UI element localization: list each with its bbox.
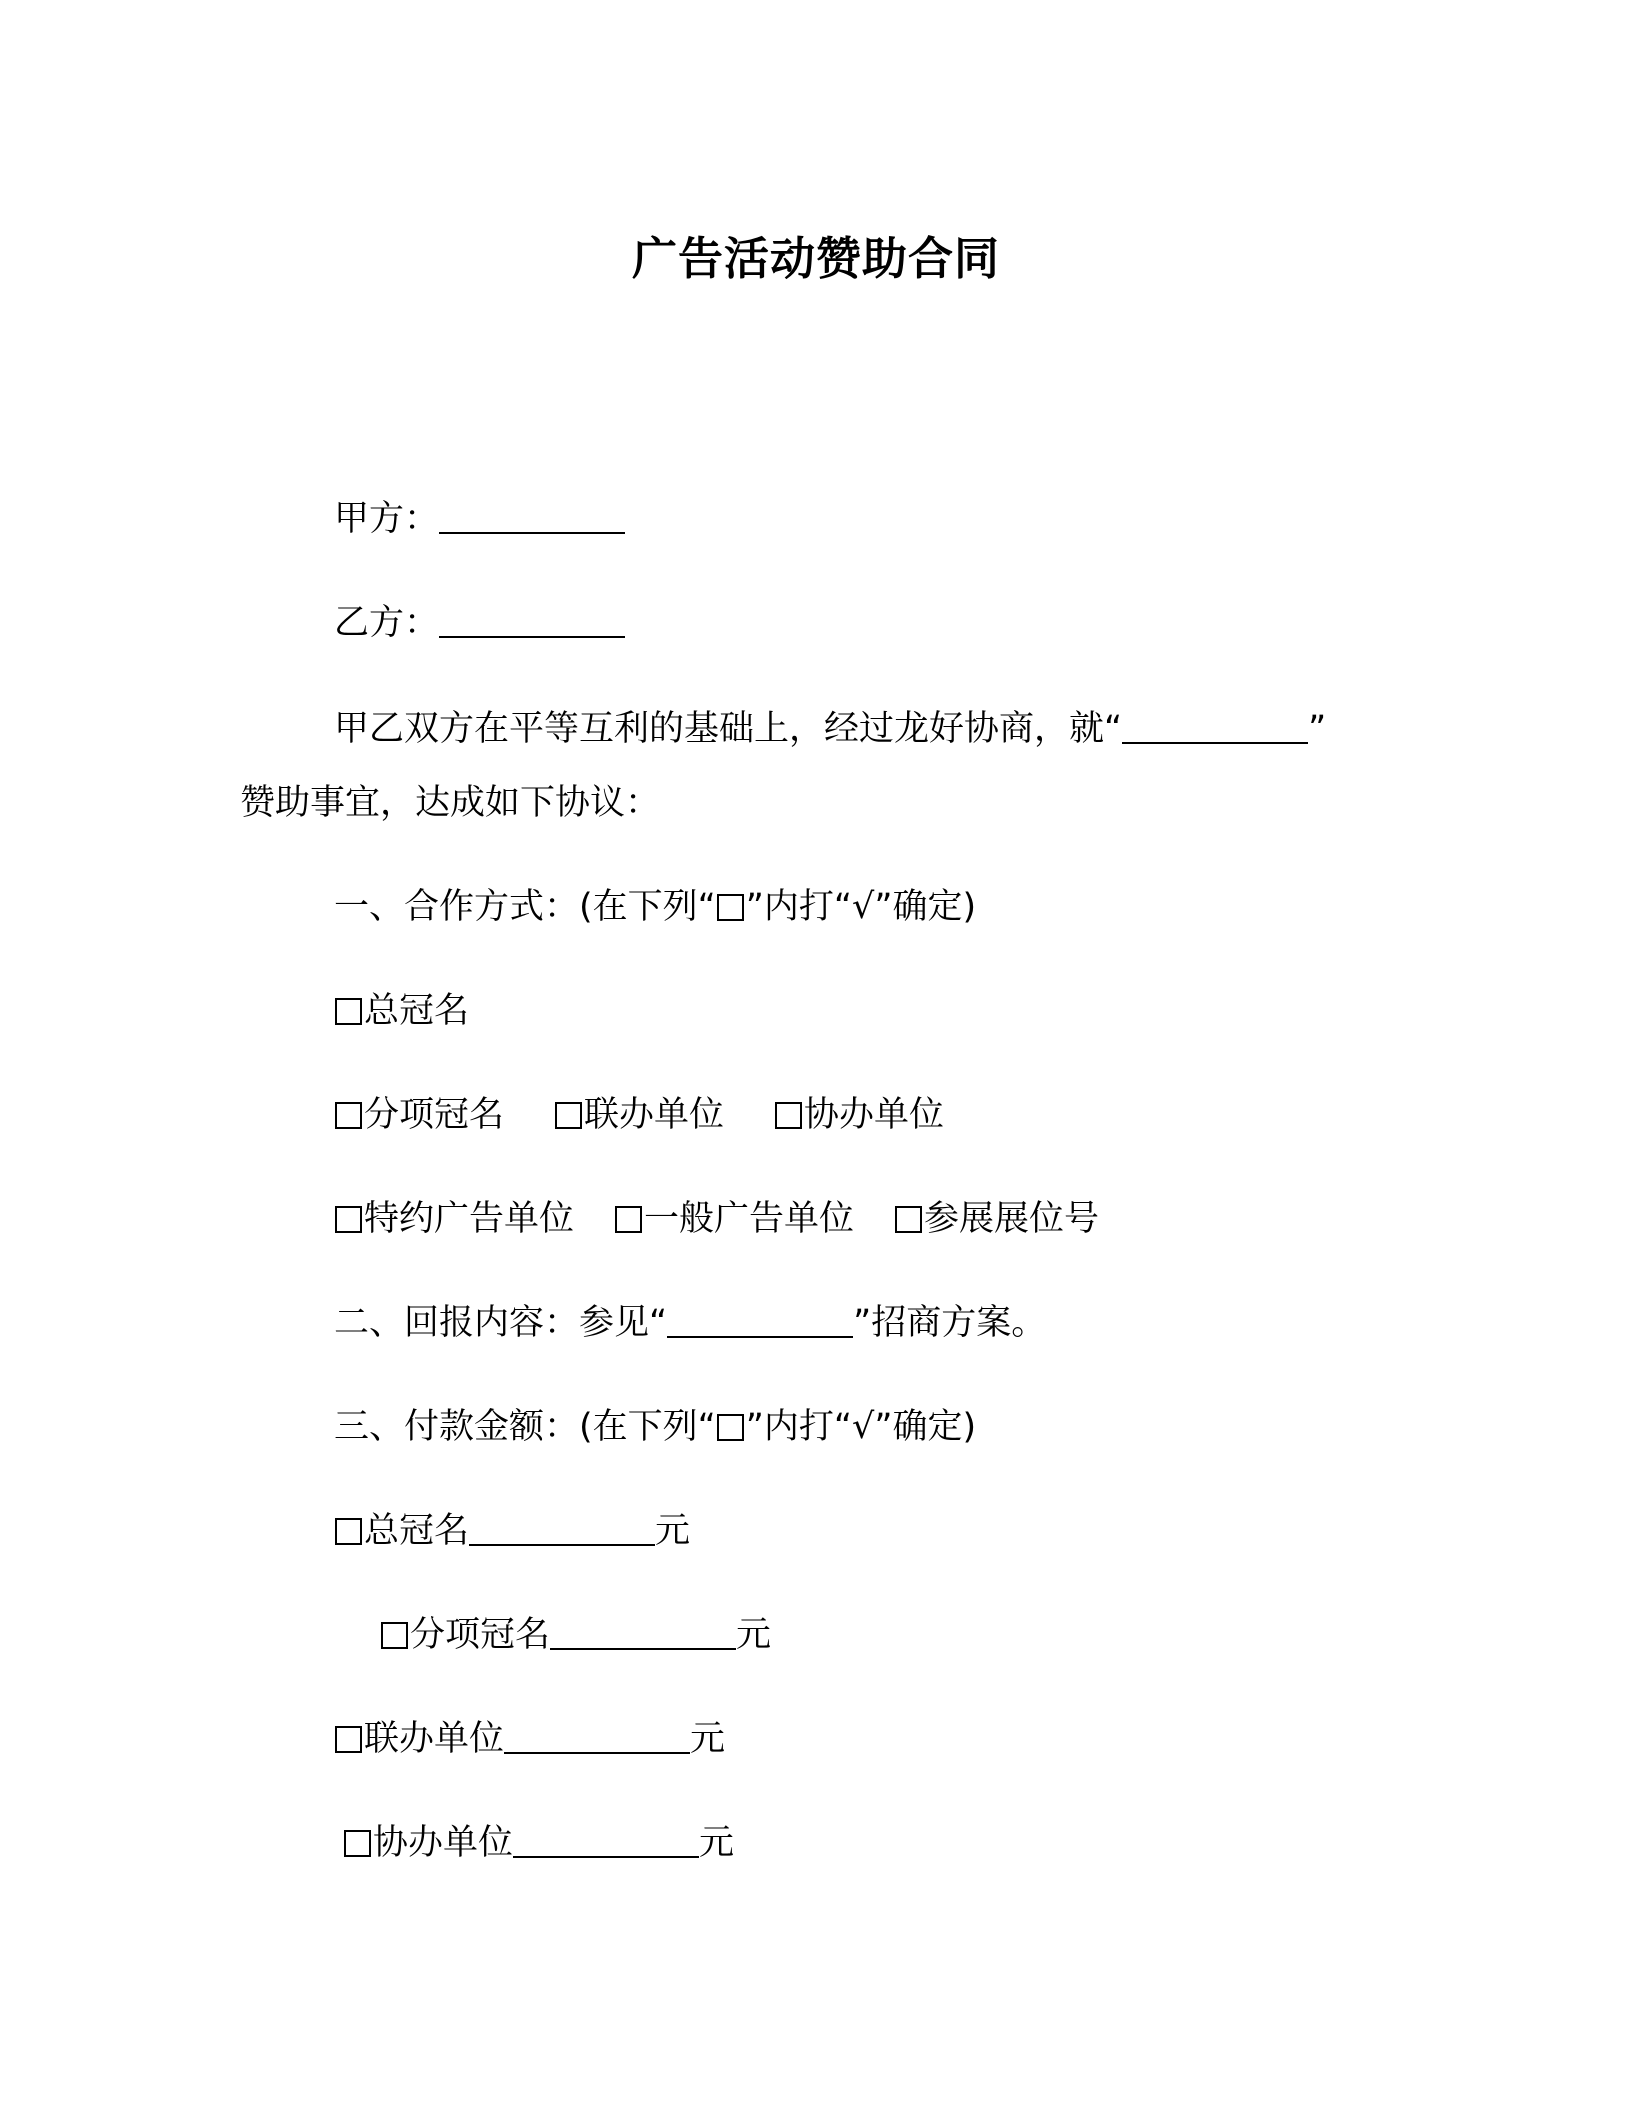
option-label: 总冠名: [364, 991, 470, 1031]
option-label: 一般广告单位: [644, 1199, 855, 1239]
project-name-blank[interactable]: [1122, 712, 1308, 744]
checkbox-title-sponsor[interactable]: [335, 998, 362, 1025]
document-title: 广告活动赞助合同: [631, 232, 1000, 285]
payment-item: [334, 1509, 690, 1553]
checkbox-sample-icon: [717, 1414, 744, 1441]
checkbox-assisting-organizer[interactable]: [775, 1102, 802, 1129]
section1-heading-b: ”内打“√”确定): [745, 887, 977, 927]
payment-unit: 元: [690, 1719, 726, 1759]
party-a-line: [334, 497, 625, 541]
section2-heading: [334, 1301, 1046, 1345]
option-label: 联办单位: [584, 1095, 725, 1135]
checkbox-general-advertiser[interactable]: [615, 1206, 642, 1233]
intro-line-1: [334, 707, 1326, 751]
payment-unit: 元: [736, 1615, 772, 1655]
amount-blank[interactable]: [469, 1514, 655, 1546]
section1-heading-a: 一、合作方式：(在下列“: [334, 887, 716, 927]
option-label: 特约广告单位: [364, 1199, 575, 1239]
intro-text-1: 甲乙双方在平等互利的基础上，经过龙好协商，就“: [334, 709, 1123, 749]
party-a-blank[interactable]: [439, 502, 625, 534]
party-a-label: 甲方：: [334, 499, 440, 539]
section1-heading: [334, 885, 976, 929]
payment-label: 联办单位: [364, 1719, 505, 1759]
checkbox-payment-assisting-organizer[interactable]: [344, 1830, 371, 1857]
payment-unit: 元: [699, 1823, 735, 1863]
options-row-2: [334, 1093, 944, 1137]
checkbox-payment-item-sponsor[interactable]: [381, 1622, 408, 1649]
party-b-blank[interactable]: [439, 606, 625, 638]
option-label: 协办单位: [804, 1095, 945, 1135]
payment-unit: 元: [655, 1511, 691, 1551]
option-label: 参展展位号: [924, 1199, 1100, 1239]
payment-item: [343, 1821, 734, 1865]
checkbox-special-advertiser[interactable]: [335, 1206, 362, 1233]
amount-blank[interactable]: [550, 1618, 736, 1650]
section2-heading-a: 二、回报内容：参见“: [334, 1303, 668, 1343]
party-b-line: [334, 601, 625, 645]
option-label: 分项冠名: [364, 1095, 505, 1135]
section3-heading-a: 三、付款金额：(在下列“: [334, 1407, 716, 1447]
plan-name-blank[interactable]: [667, 1306, 853, 1338]
checkbox-item-sponsor[interactable]: [335, 1102, 362, 1129]
amount-blank[interactable]: [504, 1722, 690, 1754]
intro-text-3: 赞助事宜，达成如下协议：: [240, 783, 661, 823]
section3-heading: [334, 1405, 976, 1449]
payment-label: 总冠名: [364, 1511, 470, 1551]
section2-heading-b: ”招商方案。: [853, 1303, 1047, 1343]
intro-text-2: ”: [1308, 709, 1327, 749]
section3-heading-b: ”内打“√”确定): [745, 1407, 977, 1447]
checkbox-payment-co-organizer[interactable]: [335, 1726, 362, 1753]
party-b-label: 乙方：: [334, 603, 440, 643]
checkbox-payment-title-sponsor[interactable]: [335, 1518, 362, 1545]
checkbox-sample-icon: [717, 894, 744, 921]
intro-line-2: [240, 781, 660, 825]
amount-blank[interactable]: [513, 1826, 699, 1858]
options-row-1: [334, 989, 469, 1033]
options-row-3: [334, 1197, 1099, 1241]
payment-item: [380, 1613, 771, 1657]
payment-label: 分项冠名: [410, 1615, 551, 1655]
checkbox-booth-number[interactable]: [895, 1206, 922, 1233]
payment-label: 协办单位: [373, 1823, 514, 1863]
payment-item: [334, 1717, 725, 1761]
checkbox-co-organizer[interactable]: [555, 1102, 582, 1129]
